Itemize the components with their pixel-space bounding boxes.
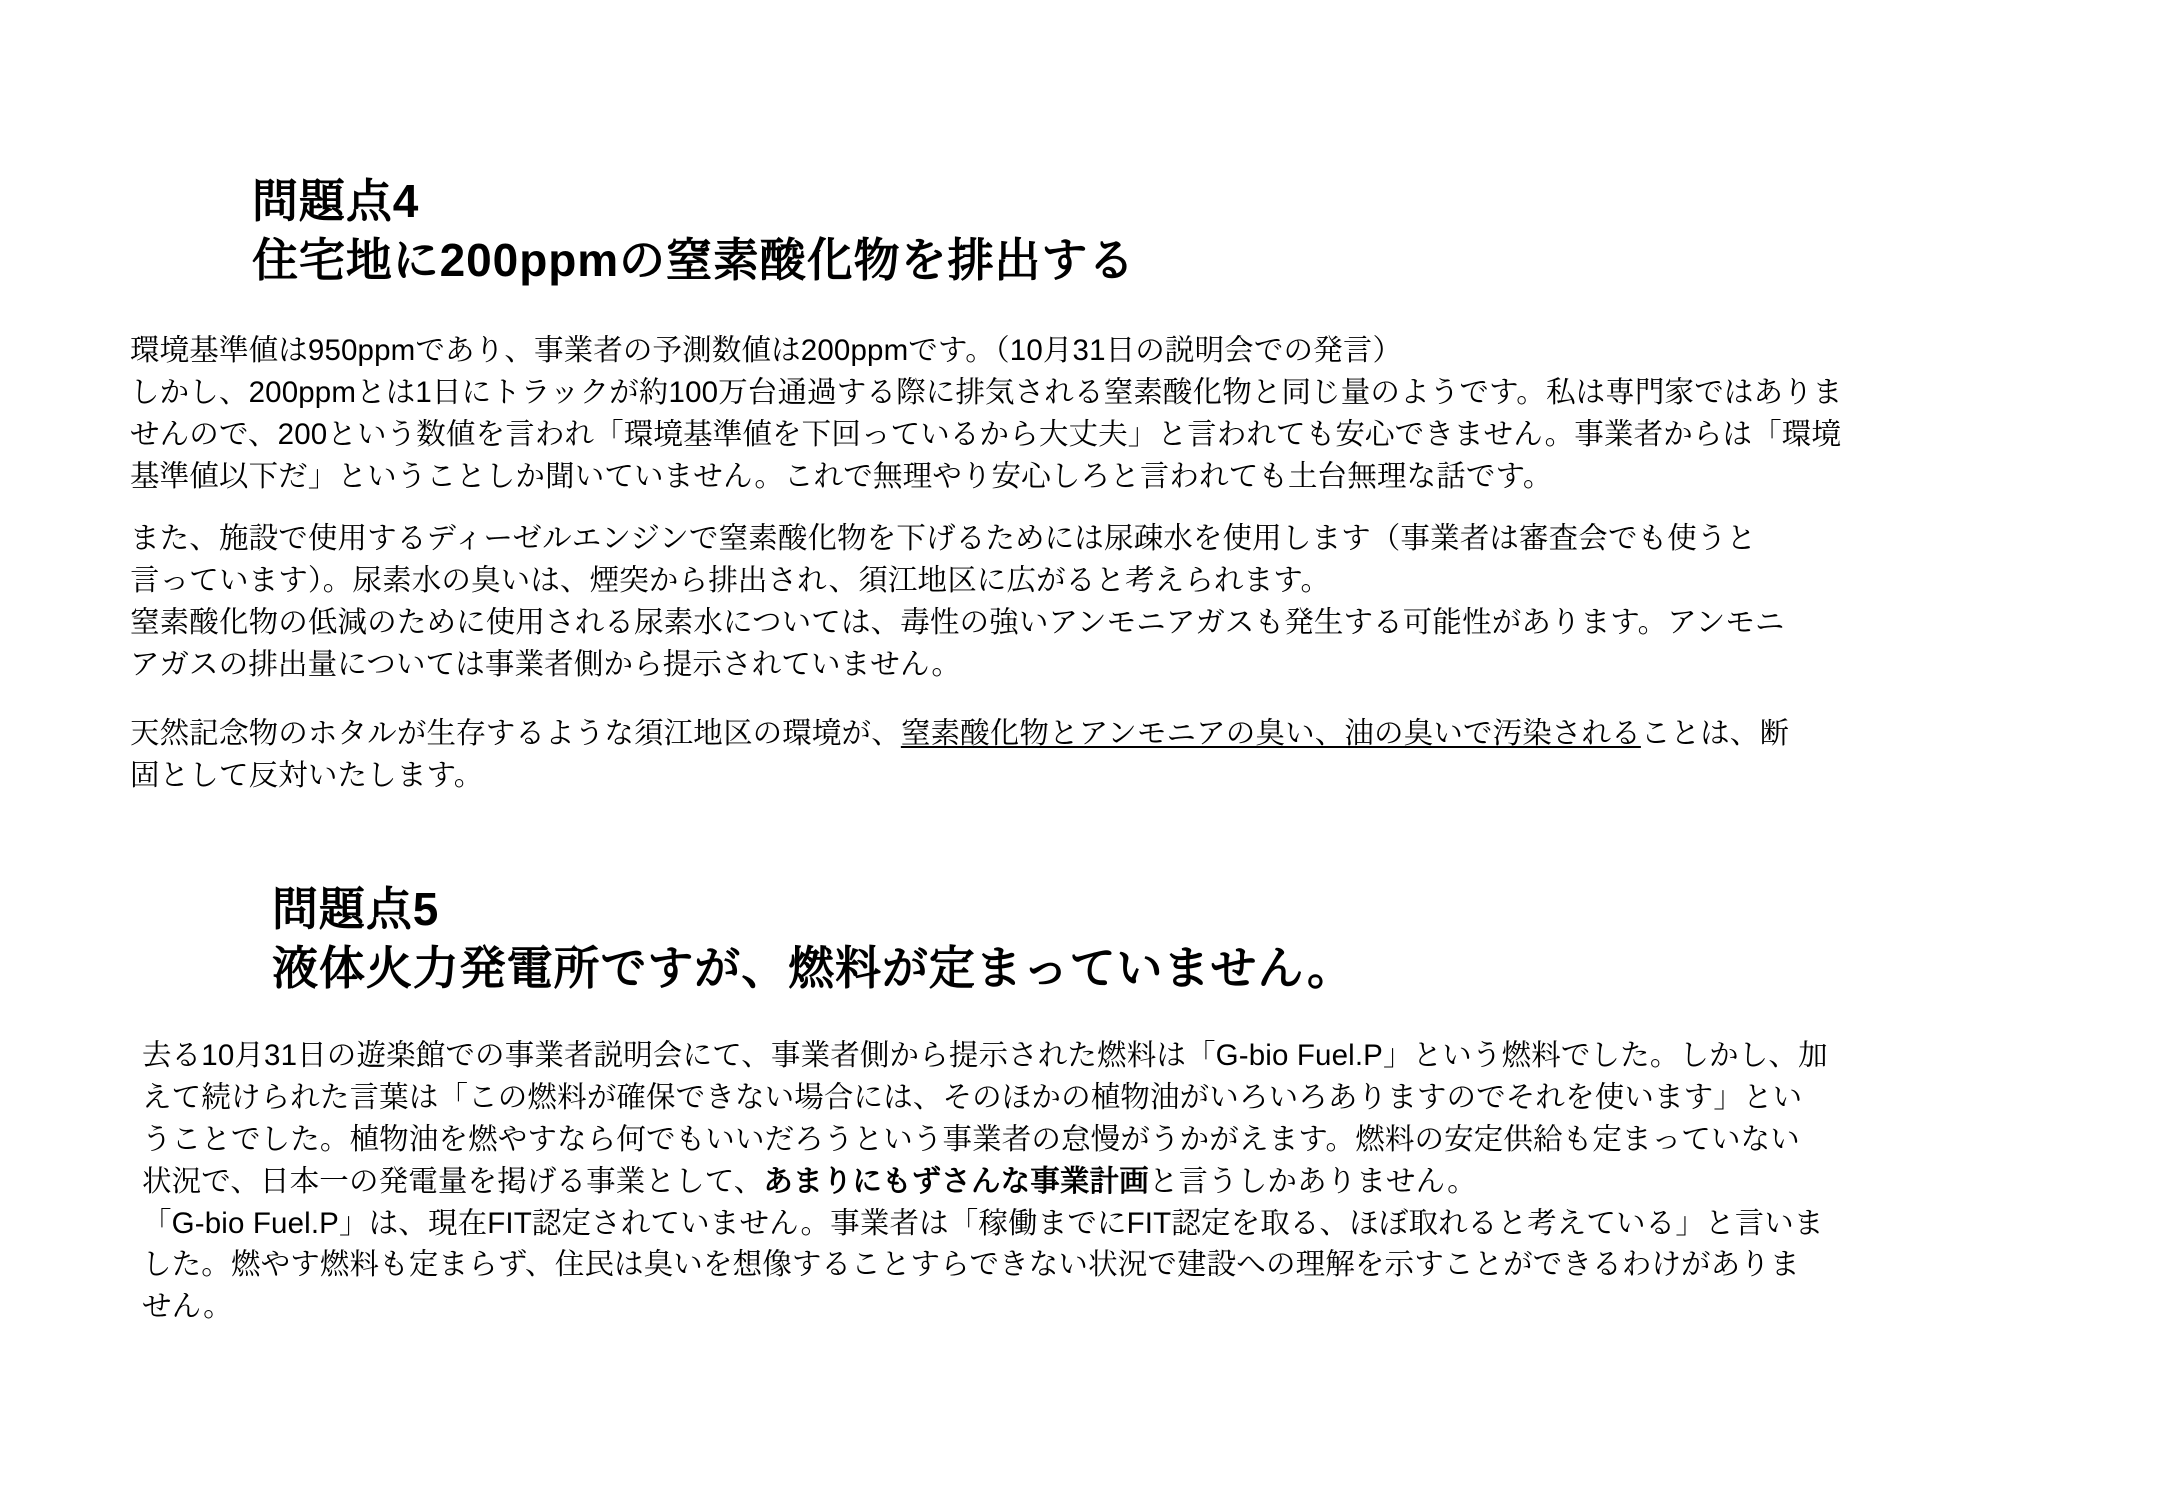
- section-heading-problem-5: [272, 880, 1972, 998]
- paragraph-line: せんので、200という数値を言われ「環境基準値を下回っているから大丈夫」と言われても安心できません。事業者からは「環境: [130, 417, 1842, 451]
- paragraph-line: また、施設で使用するディーゼルエンジンで窒素酸化物を下げるためには尿疎水を使用します（事業者は審査会でも使うと: [130, 522, 1757, 555]
- section-5-heading-line-1: 問題点5: [272, 883, 440, 935]
- paragraph-problem4-3: [130, 713, 2020, 797]
- paragraph-line-prefix: 天然記念物のホタルが生存するような須江地区の環境が、: [130, 717, 901, 750]
- underlined-phrase: 窒素酸化物とアンモニアの臭い、油の臭いで汚染される: [900, 717, 1641, 750]
- paragraph-line: 環境基準値は950ppmであり、事業者の予測数値は200ppmです。（10月31日の説明会での発言）: [130, 334, 1403, 367]
- paragraph-line: 窒素酸化物の低減のために使用される尿素水については、毒性の強いアンモニアガスも発生する可能性があります。アンモニ: [130, 605, 1785, 639]
- paragraph-line: 固として反対いたします。: [130, 758, 484, 792]
- paragraph-line-with-underline: [130, 713, 2020, 755]
- paragraph-line: した。燃やす燃料も定まらず、住民は臭いを想像することすらできない状況で建設への理解を示すことができるわけがありま: [142, 1248, 1800, 1282]
- paragraph-line: 「G-bio Fuel.P」は、現在FIT認定されていません。事業者は「稼働までにFIT認定を取る、ほぼ取れると考えている」と言いま: [142, 1206, 1824, 1240]
- paragraph-line-with-bold: [142, 1161, 2032, 1203]
- paragraph-line: せん。: [142, 1290, 233, 1324]
- paragraph-line: 基準値以下だ」ということしか聞いていません。これで無理やり安心しろと言われても土台無理な話です。: [130, 459, 1553, 493]
- paragraph-line: うことでした。植物油を燃やすなら何でもいいだろうという事業者の怠慢がうかがえます。燃料の安定供給も定まっていない: [142, 1122, 1800, 1156]
- paragraph-problem5-1: [142, 1035, 2032, 1328]
- paragraph-line: 去る10月31日の遊楽館での事業者説明会にて、事業者側から提示された燃料は「G-bio Fuel.P」という燃料でした。しかし、加: [142, 1039, 1828, 1072]
- section-heading-problem-4: [252, 172, 1952, 290]
- section-5-heading-line-2: 液体火力発電所ですが、燃料が定まっていません。: [272, 941, 1354, 994]
- section-4-heading-line-2: 住宅地に200ppmの窒素酸化物を排出する: [252, 233, 1136, 286]
- section-4-heading-line-1: 問題点4: [252, 175, 420, 227]
- paragraph-line-suffix: ことは、断: [1640, 717, 1790, 750]
- paragraph-line: 言っています）。尿素水の臭いは、煙突から排出され、須江地区に広がると考えられます。: [130, 563, 1331, 597]
- paragraph-problem4-2: [130, 518, 2040, 686]
- paragraph-problem4-1: [130, 330, 2040, 498]
- bold-phrase: あまりにもずさんな事業計画: [763, 1164, 1149, 1198]
- paragraph-line-prefix: 状況で、日本一の発電量を掲げる事業として、: [142, 1164, 764, 1198]
- paragraph-line: えて続けられた言葉は「この燃料が確保できない場合には、そのほかの植物油がいろいろありますのでそれを使います」とい: [142, 1080, 1803, 1114]
- paragraph-line: しかし、200ppmとは1日にトラックが約100万台通過する際に排気される窒素酸化物と同じ量のようです。私は専門家ではありま: [130, 375, 1843, 409]
- paragraph-line: アガスの排出量については事業者側から提示されていません。: [130, 647, 962, 681]
- paragraph-line-suffix: と言うしかありません。: [1148, 1164, 1477, 1198]
